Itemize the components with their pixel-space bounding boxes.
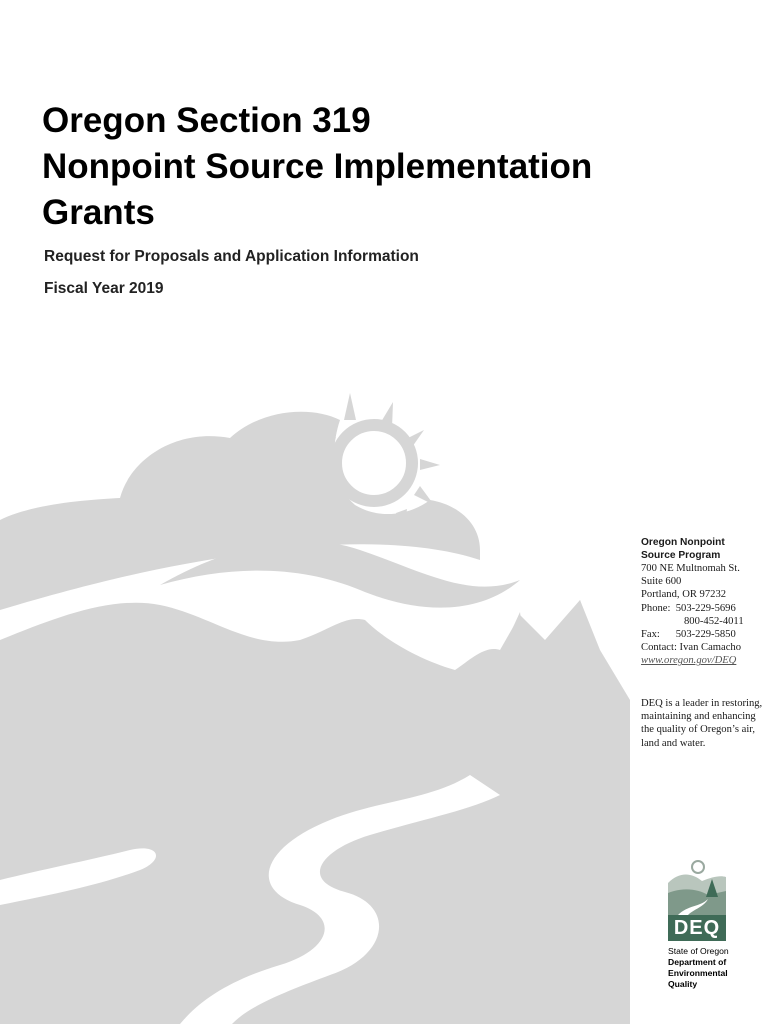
state-name: State of Oregon [668,946,729,956]
address-city: Portland, OR 97232 [641,589,727,601]
fiscal-year: Fiscal Year 2019 [44,280,164,297]
fax-row [641,628,766,641]
deq-abbreviation: DEQ [668,915,726,941]
agency-name [668,946,758,990]
title-block [42,98,742,236]
phone-row [641,602,766,615]
phone-number-2: 800-452-4011 [684,615,744,627]
department-line-1: Department of [668,957,727,967]
fax-number: 503-229-5850 [675,629,736,641]
phone-label: Phone: [641,602,671,614]
program-name-line-2: Source Program [641,549,721,561]
address-line-2: Suite 600 [641,576,682,588]
subtitle: Request for Proposals and Application Information [44,248,419,265]
title-line-2: Nonpoint Source Implementation [42,147,593,186]
mission-statement: DEQ is a leader in restoring, maintaining and enhancing the quality of Oregon’s air, land and water. [641,698,763,749]
program-name-line-1: Oregon Nonpoint [641,537,725,548]
title-line-3: Grants [42,193,155,232]
deq-logo [668,853,728,941]
department-line-3: Quality [668,979,698,989]
contact-panel [641,537,766,668]
address-line-1: 700 NE Multnomah St. [641,563,740,574]
deq-logo-landscape-icon [668,853,726,915]
contact-person: Contact: Ivan Camacho [641,642,742,654]
title-line-1: Oregon Section 319 [42,101,371,140]
phone-number-1: 503-229-5696 [675,602,736,614]
website-link[interactable]: www.oregon.gov/DEQ [641,655,737,667]
department-line-2: Environmental [668,968,728,978]
fax-label: Fax: [641,629,660,641]
